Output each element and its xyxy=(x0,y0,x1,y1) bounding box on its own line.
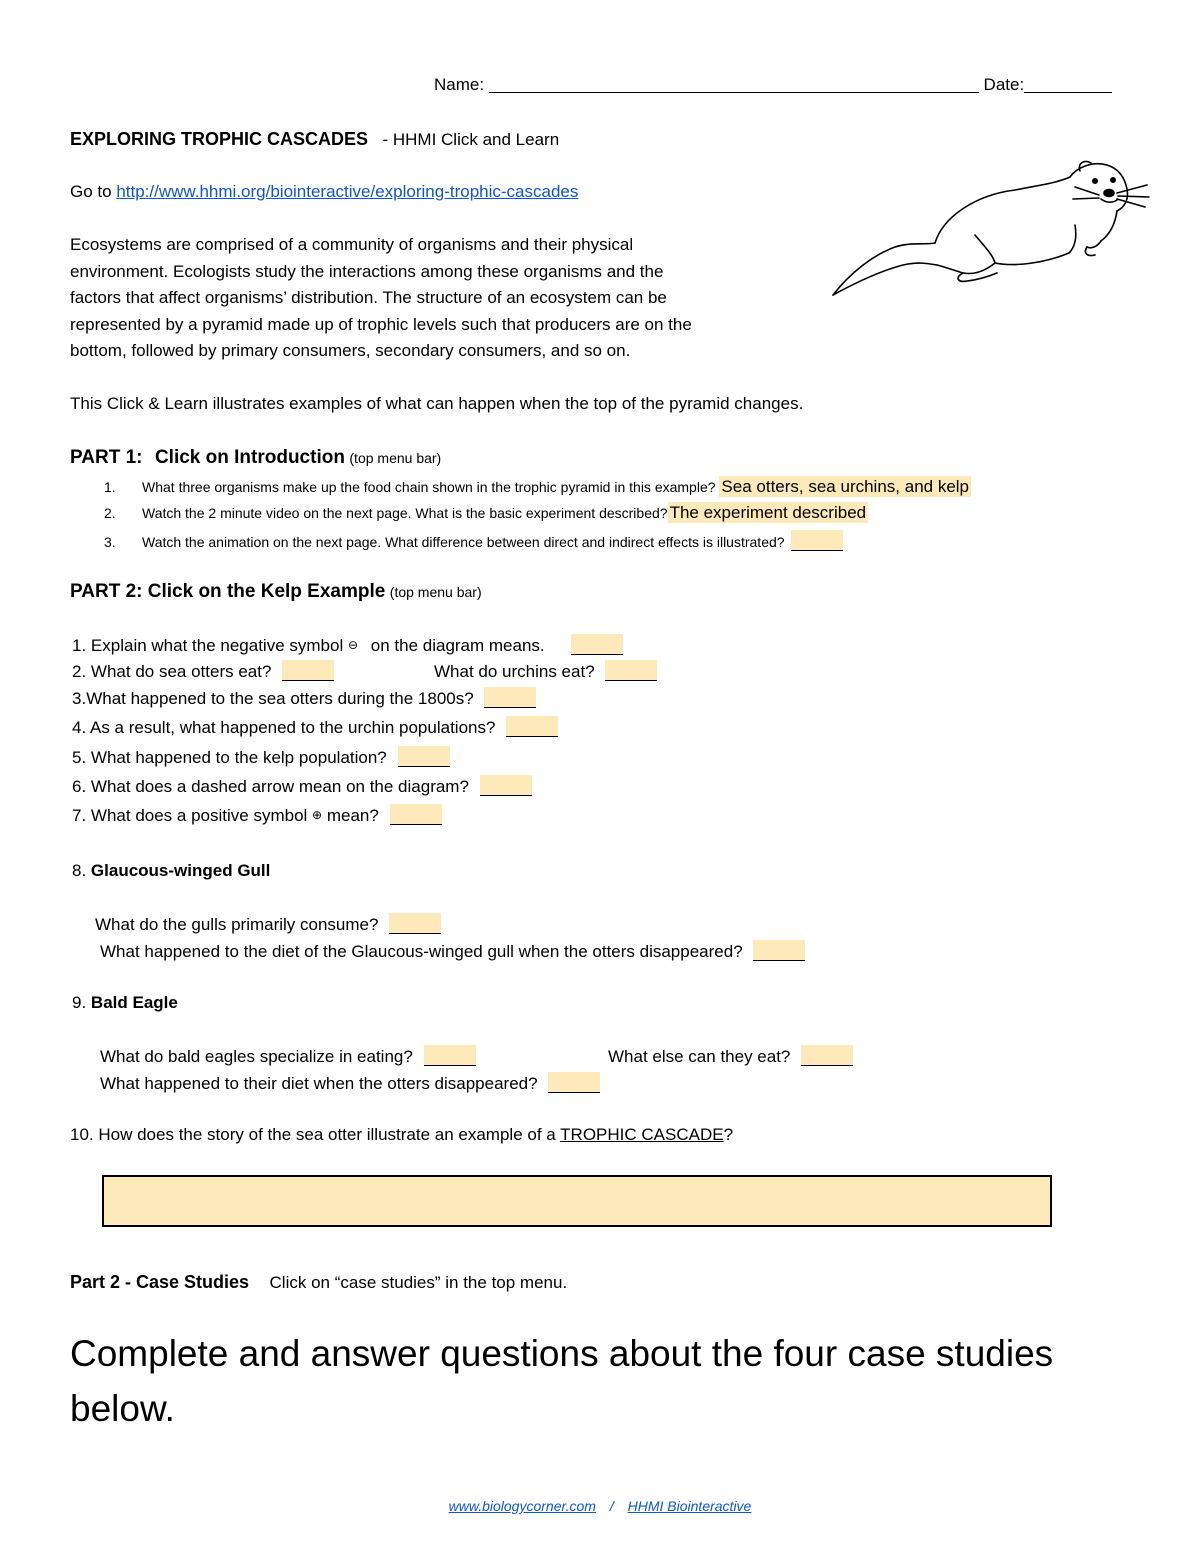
part2-question-9c xyxy=(100,1072,600,1094)
intro-line: Ecosystems are comprised of a community of organisms and their physical xyxy=(70,235,634,254)
answer-field[interactable] xyxy=(484,687,536,708)
question-number: 8. xyxy=(72,861,87,880)
question-number: 2. xyxy=(104,505,116,521)
answer-field[interactable] xyxy=(801,1045,853,1066)
intro-line: environment. Ecologists study the interactions among these organisms and the xyxy=(70,261,664,281)
question-text: Watch the animation on the next page. What difference between direct and indirect effects is illustrated? xyxy=(142,534,785,550)
case-studies-big-text: Complete and answer questions about the four case studies below. xyxy=(70,1333,1054,1429)
name-label: Name: xyxy=(434,75,485,94)
question-text: Watch the 2 minute video on the next page. What is the basic experiment described? xyxy=(142,505,668,521)
question-number: 10. xyxy=(70,1125,94,1144)
part2-question-8b xyxy=(100,940,805,962)
intro-line: bottom, followed by primary consumers, secondary consumers, and so on. xyxy=(70,341,631,360)
question-title: Bald Eagle xyxy=(90,993,178,1012)
part1-title: Click on Introduction xyxy=(154,447,345,468)
question-text: What happened to the diet of the Glaucous-winged gull when the otters disappeared? xyxy=(100,942,743,961)
name-line xyxy=(434,75,1112,95)
part2-question-9 xyxy=(72,993,178,1013)
answer-field[interactable] xyxy=(605,660,657,681)
goto-prefix: Go to xyxy=(70,182,112,201)
question-number: 1. xyxy=(104,479,116,495)
question-text: What does a dashed arrow mean on the diagram? xyxy=(90,777,469,796)
question-number: 5. xyxy=(72,748,87,767)
part2-heading xyxy=(70,581,482,603)
question-number: 3. xyxy=(72,689,87,708)
part2-question-3 xyxy=(72,687,536,709)
intro-summary: This Click & Learn illustrates examples of what can happen when the top of the pyramid changes. xyxy=(70,394,804,413)
answer-field[interactable] xyxy=(398,746,450,767)
question-text: What happened to their diet when the otters disappeared? xyxy=(100,1074,538,1093)
intro-line: represented by a pyramid made up of trophic levels such that producers are on the xyxy=(70,314,692,334)
title-main: EXPLORING TROPHIC CASCADES xyxy=(70,129,369,149)
negative-symbol-icon: ⊖ xyxy=(347,638,359,652)
part2-question-10 xyxy=(70,1125,733,1145)
part1-heading xyxy=(70,447,441,469)
question-title: Glaucous-winged Gull xyxy=(90,861,271,880)
positive-symbol-icon: ⊕ xyxy=(312,808,323,822)
part2-question-8a xyxy=(95,913,441,935)
question-text: mean? xyxy=(326,806,379,825)
question-text: As a result, what happened to the urchin populations? xyxy=(89,718,496,737)
question-text: What do urchins eat? xyxy=(434,662,595,681)
part2-question-1 xyxy=(72,634,623,656)
part2-question-9a xyxy=(100,1045,476,1067)
answer-textbox[interactable] xyxy=(102,1175,1052,1227)
case-studies-line xyxy=(70,1272,567,1293)
answer-field[interactable]: Sea otters, sea urchins, and kelp xyxy=(721,477,970,496)
intro-paragraph xyxy=(70,232,810,365)
question-text: What do bald eagles specialize in eating? xyxy=(100,1047,413,1066)
footer-separator: / xyxy=(609,1498,614,1514)
part2-note: (top menu bar) xyxy=(389,584,482,600)
answer-field[interactable] xyxy=(506,716,558,737)
question-number: 3. xyxy=(104,534,116,550)
trophic-cascade-term: TROPHIC CASCADE xyxy=(560,1125,724,1144)
question-text: Explain what the negative symbol xyxy=(90,636,344,655)
question-number: 6. xyxy=(72,777,87,796)
case-studies-instruction: Click on “case studies” in the top menu. xyxy=(269,1273,568,1292)
answer-field[interactable] xyxy=(548,1072,600,1093)
goto-line xyxy=(70,182,578,202)
date-field[interactable] xyxy=(1024,76,1112,93)
question-number: 2. xyxy=(72,662,87,681)
part2-question-9b xyxy=(608,1045,853,1067)
question-text: How does the story of the sea otter illustrate an example of a xyxy=(98,1125,556,1144)
page-title xyxy=(70,129,559,150)
hhmi-biointeractive-link[interactable]: HHMI Biointeractive xyxy=(627,1498,752,1514)
part1-label: PART 1: xyxy=(70,447,143,468)
question-number: 7. xyxy=(72,806,87,825)
part2-question-6 xyxy=(72,775,532,797)
question-text: What happened to the kelp population? xyxy=(90,748,387,767)
intro-line: factors that affect organisms’ distribution. The structure of an ecosystem can be xyxy=(70,288,667,307)
answer-field[interactable] xyxy=(791,530,843,551)
name-field[interactable] xyxy=(489,76,979,93)
part1-question-3 xyxy=(104,530,843,551)
question-end: ? xyxy=(723,1125,734,1144)
part2-question-5 xyxy=(72,746,450,768)
answer-field[interactable] xyxy=(390,804,442,825)
date-label: Date: xyxy=(983,75,1025,94)
case-studies-label: Part 2 - Case Studies xyxy=(70,1272,250,1292)
otter-illustration xyxy=(825,155,1155,300)
part2-question-4 xyxy=(72,716,558,738)
answer-field[interactable] xyxy=(424,1045,476,1066)
answer-field[interactable] xyxy=(389,913,441,934)
question-text: What do the gulls primarily consume? xyxy=(95,915,379,934)
question-text: What three organisms make up the food chain shown in the trophic pyramid in this example? xyxy=(142,479,716,495)
question-text: What do sea otters eat? xyxy=(90,662,272,681)
part2-title: PART 2: Click on the Kelp Example xyxy=(70,581,386,602)
question-number: 1. xyxy=(72,636,87,655)
answer-field[interactable] xyxy=(282,660,334,681)
answer-field[interactable] xyxy=(571,634,623,655)
part2-question-7 xyxy=(72,804,442,826)
answer-field[interactable] xyxy=(753,940,805,961)
question-text: on the diagram means. xyxy=(370,636,545,655)
question-number: 9. xyxy=(72,993,87,1012)
question-number: 4. xyxy=(72,718,87,737)
question-text: What happened to the sea otters during the 1800s? xyxy=(86,689,474,708)
part1-note: (top menu bar) xyxy=(349,450,442,466)
part1-question-2 xyxy=(104,503,868,523)
biologycorner-link[interactable]: www.biologycorner.com xyxy=(448,1498,596,1514)
part2-question-2 xyxy=(72,660,334,682)
hhmi-link[interactable]: http://www.hhmi.org/biointeractive/exploring-trophic-cascades xyxy=(116,182,579,201)
question-text: What does a positive symbol xyxy=(90,806,308,825)
answer-field[interactable] xyxy=(480,775,532,796)
title-sub: - HHMI Click and Learn xyxy=(382,130,560,149)
footer xyxy=(0,1498,1200,1514)
part1-question-1 xyxy=(104,477,971,497)
part2-question-2b xyxy=(434,660,657,682)
answer-field[interactable]: The experiment described xyxy=(669,503,867,522)
question-text: What else can they eat? xyxy=(608,1047,791,1066)
part2-question-8 xyxy=(72,861,270,881)
